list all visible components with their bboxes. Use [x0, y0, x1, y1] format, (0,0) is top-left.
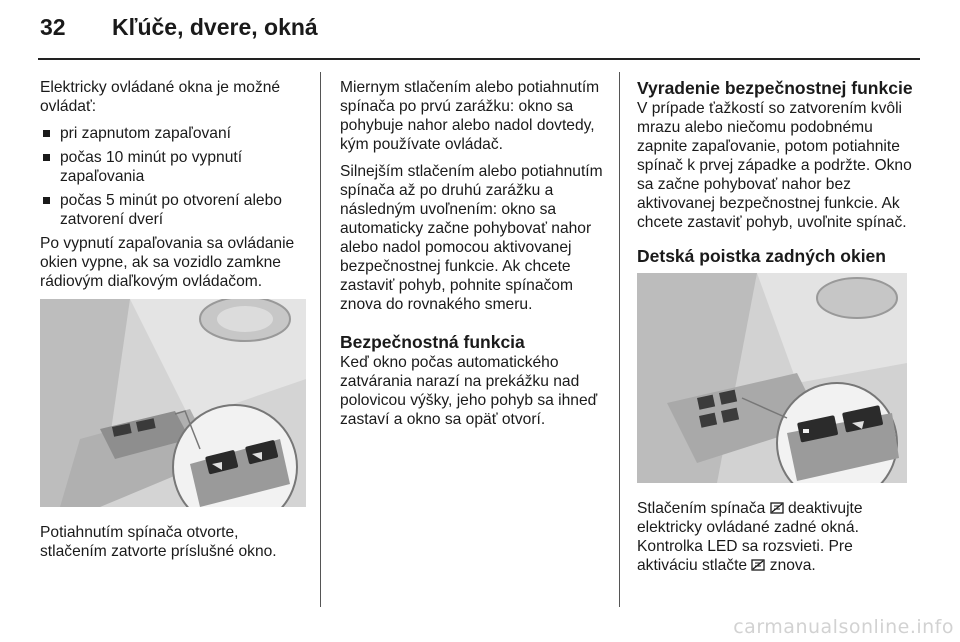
bullet-icon — [43, 154, 50, 161]
section-heading: Vyradenie bezpečnostnej funkcie — [637, 78, 913, 98]
column-1 — [40, 78, 305, 569]
child-lock-window-icon — [751, 558, 765, 572]
column-divider — [320, 72, 321, 607]
column-3 — [637, 78, 917, 583]
body-text: Miernym stlačením alebo potiahnutím spínača po prvú zarážku: okno sa pohybuje nahor alebo nadol dovtedy, kým používate ovládač. — [340, 79, 600, 153]
page-header — [40, 14, 920, 50]
child-lock-window-icon — [770, 501, 784, 515]
body-text: Keď okno počas automatického zatvárania narazí na prekážku nad polovicou výšky, jeho pohyb sa ihneď zastaví a okno sa opäť otvorí. — [340, 354, 598, 428]
body-text: Stlačením spínača deaktivujte elektricky ovládané zadné okná. Kontrolka LED sa rozsvieti. Pre aktiváciu stlačte znova. — [637, 500, 863, 574]
header-rule — [38, 58, 920, 60]
body-text: Po vypnutí zapaľovania sa ovládanie okien vypne, ak sa vozidlo zamkne rádiovým diaľkovým ovládačom. — [40, 235, 295, 290]
bullet-icon — [43, 197, 50, 204]
column-divider — [619, 72, 620, 607]
list-item: pri zapnutom zapaľovaní — [40, 124, 305, 143]
list-item: počas 10 minút po vypnutí zapaľovania — [40, 148, 305, 186]
page-number: 32 — [40, 14, 66, 40]
conditions-list — [40, 124, 305, 229]
watermark: carmanualsonline.info — [733, 616, 954, 638]
section-heading: Detská poistka zadných okien — [637, 246, 886, 266]
column-2 — [340, 78, 608, 437]
chapter-title: Kľúče, dvere, okná — [112, 14, 318, 40]
rear-window-lock-figure — [637, 273, 907, 483]
intro-text: Elektricky ovládané okna je možné ovládať: — [40, 79, 281, 115]
body-text: V prípade ťažkostí so zatvorením kvôli mrazu alebo niečomu podobnému zapnite zapaľovanie, potom potiahnite spínač k prvej západke a podržte. Okno sa začne pohybovať nahor bez aktivovanej bezpečnostnej funkcie. Ak chcete zastaviť pohyb, uvoľnite spínač. — [637, 100, 912, 231]
figure-caption: Potiahnutím spínača otvorte, stlačením zatvorte príslušné okno. — [40, 524, 277, 560]
list-item: počas 5 minút po otvorení alebo zatvorení dverí — [40, 191, 305, 229]
bullet-icon — [43, 130, 50, 137]
door-switch-figure — [40, 299, 306, 507]
section-heading: Bezpečnostná funkcia — [340, 332, 525, 352]
body-text: Silnejším stlačením alebo potiahnutím spínača až po druhú zarážku a následným uvoľnením: okno sa automaticky začne pohybovať nahor alebo nadol pomocou aktivovanej bezpečnostnej funkcie. Ak chcete zastaviť pohyb, pohnite spínačom znova do rovnakého smeru. — [340, 163, 603, 313]
